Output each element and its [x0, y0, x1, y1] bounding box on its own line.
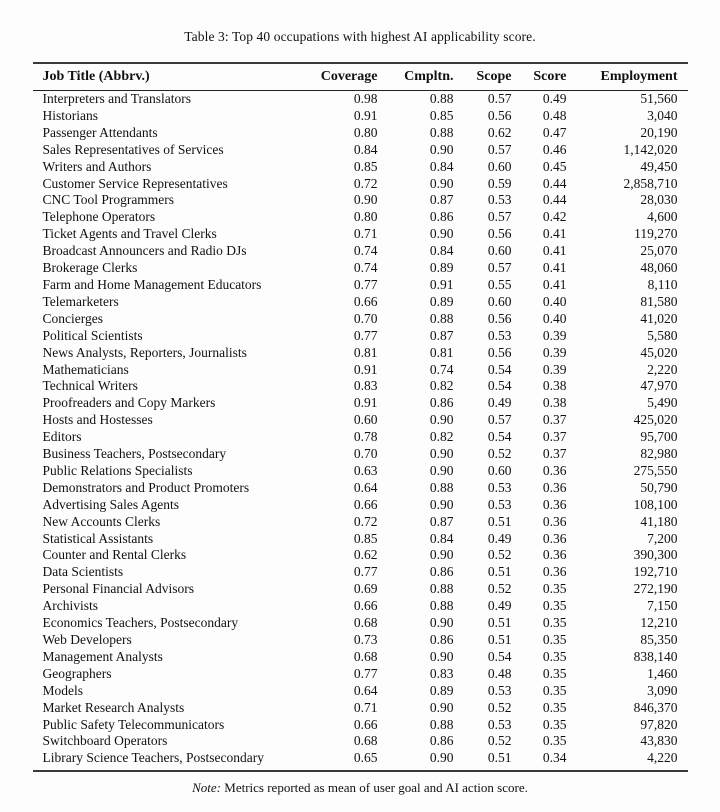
scope-cell: 0.53 [487, 716, 512, 732]
cmpltn-cell: 0.88 [429, 716, 454, 732]
table-row [33, 497, 688, 514]
scope-cell: 0.62 [487, 124, 512, 140]
score-cell: 0.41 [542, 260, 567, 276]
table-row [33, 750, 688, 770]
scope-cell: 0.54 [487, 429, 512, 445]
cmpltn-cell: 0.82 [429, 378, 454, 394]
cmpltn-cell: 0.90 [429, 412, 454, 428]
header-row [33, 63, 688, 91]
coverage-cell: 0.73 [353, 632, 378, 647]
employment-cell: 390,300 [633, 547, 678, 563]
cmpltn-cell: 0.89 [429, 293, 454, 309]
score-cell: 0.42 [542, 209, 567, 225]
scope-cell: 0.51 [487, 564, 512, 580]
table-row [33, 277, 688, 294]
scope-cell: 0.57 [487, 412, 512, 428]
scope-cell: 0.56 [487, 344, 512, 360]
coverage-cell: 0.85 [353, 530, 378, 546]
cmpltn-cell: 0.87 [429, 192, 454, 208]
job-title-cell: Data Scientists [42, 564, 124, 580]
table-bottom-rule [33, 770, 688, 772]
job-title-cell: Sales Representatives of Services [42, 141, 224, 157]
score-cell: 0.41 [542, 226, 567, 242]
job-title-cell: New Accounts Clerks [42, 513, 161, 529]
employment-cell: 45,020 [640, 344, 678, 360]
coverage-cell: 0.80 [353, 209, 378, 225]
scope-cell: 0.52 [487, 581, 512, 597]
score-cell: 0.36 [542, 530, 567, 546]
table-row [33, 615, 688, 632]
table-row [33, 345, 688, 362]
table-row [33, 598, 688, 615]
cmpltn-cell: 0.90 [429, 462, 454, 478]
cmpltn-cell: 0.86 [429, 395, 454, 411]
employment-cell: 119,270 [634, 226, 678, 242]
scope-cell: 0.51 [487, 632, 512, 647]
table-row [33, 564, 688, 581]
job-title-cell: Business Teachers, Postsecondary [42, 446, 227, 462]
table-row [33, 243, 688, 260]
table-caption: Table 3: Top 40 occupations with highest AI applicability score. [184, 29, 536, 44]
employment-cell: 48,060 [640, 260, 678, 276]
cmpltn-cell: 0.82 [429, 429, 454, 445]
score-cell: 0.36 [542, 513, 567, 529]
employment-cell: 7,200 [647, 530, 678, 546]
employment-cell: 108,100 [633, 496, 678, 512]
cmpltn-cell: 0.86 [429, 209, 454, 225]
scope-cell: 0.51 [487, 615, 512, 631]
employment-cell: 51,560 [640, 91, 678, 106]
cmpltn-cell: 0.89 [429, 260, 454, 276]
table-row [33, 480, 688, 497]
table-row [33, 260, 688, 277]
occupations-table [33, 62, 688, 770]
cmpltn-cell: 0.88 [429, 310, 454, 326]
job-title-cell: Library Science Teachers, Postsecondary [42, 750, 264, 766]
table-row [33, 446, 688, 463]
table-row [33, 294, 688, 311]
scope-cell: 0.53 [487, 479, 512, 495]
table-row [33, 666, 688, 683]
job-title-cell: Models [42, 682, 83, 698]
score-cell: 0.35 [542, 648, 567, 664]
cmpltn-cell: 0.85 [429, 107, 454, 123]
score-cell: 0.35 [542, 699, 567, 715]
note-text: Metrics reported as mean of user goal and AI action score. [221, 780, 528, 796]
cmpltn-cell: 0.90 [429, 547, 454, 563]
employment-cell: 28,030 [640, 192, 678, 208]
job-title-cell: Customer Service Representatives [42, 175, 228, 191]
table-row [33, 192, 688, 209]
table-row [33, 125, 688, 142]
table-row [33, 362, 688, 379]
employment-cell: 3,040 [647, 107, 678, 123]
employment-cell: 81,580 [640, 293, 678, 309]
score-cell: 0.35 [542, 615, 567, 631]
coverage-cell: 0.74 [353, 260, 378, 276]
employment-cell: 47,970 [640, 378, 678, 394]
employment-cell: 2,858,710 [623, 175, 678, 191]
employment-cell: 4,220 [647, 750, 678, 766]
score-cell: 0.35 [542, 665, 567, 681]
cmpltn-cell: 0.88 [429, 124, 454, 140]
employment-cell: 41,020 [640, 310, 678, 326]
scope-cell: 0.59 [487, 175, 512, 191]
job-title-cell: Economics Teachers, Postsecondary [42, 615, 239, 631]
job-title-cell: Brokerage Clerks [42, 260, 138, 276]
scope-cell: 0.56 [487, 107, 512, 123]
table-row [33, 547, 688, 564]
job-title-cell: Geographers [42, 665, 112, 681]
table-row [33, 733, 688, 750]
employment-cell: 846,370 [633, 699, 678, 715]
scope-cell: 0.53 [487, 496, 512, 512]
table-row [33, 176, 688, 193]
job-title-cell: Management Analysts [42, 648, 163, 664]
table-row [33, 226, 688, 243]
score-cell: 0.36 [542, 547, 567, 563]
coverage-cell: 0.85 [353, 158, 378, 174]
employment-cell: 1,460 [647, 665, 678, 681]
coverage-cell: 0.98 [353, 91, 378, 106]
table-row [33, 429, 688, 446]
job-title-cell: Concierges [42, 310, 103, 326]
cmpltn-cell: 0.88 [429, 91, 454, 106]
coverage-cell: 0.66 [353, 496, 378, 512]
table-row [33, 632, 688, 649]
score-cell: 0.35 [542, 716, 567, 732]
employment-cell: 97,820 [640, 716, 678, 732]
job-title-cell: Counter and Rental Clerks [42, 547, 187, 563]
scope-cell: 0.52 [487, 733, 512, 749]
scope-cell: 0.57 [487, 260, 512, 276]
score-cell: 0.38 [542, 378, 567, 394]
job-title-cell: CNC Tool Programmers [42, 192, 175, 208]
cmpltn-cell: 0.90 [429, 446, 454, 462]
table-body [33, 91, 688, 771]
coverage-cell: 0.91 [353, 107, 378, 123]
coverage-cell: 0.64 [353, 682, 378, 698]
cmpltn-cell: 0.90 [429, 141, 454, 157]
cmpltn-cell: 0.90 [429, 496, 454, 512]
employment-cell: 192,710 [633, 564, 678, 580]
job-title-cell: Editors [42, 429, 82, 445]
table-row [33, 581, 688, 598]
employment-cell: 7,150 [647, 598, 678, 614]
cmpltn-cell: 0.89 [429, 682, 454, 698]
scope-cell: 0.52 [487, 699, 512, 715]
cmpltn-cell: 0.81 [429, 344, 454, 360]
scope-cell: 0.54 [487, 378, 512, 394]
employment-cell: 2,220 [647, 361, 678, 377]
coverage-cell: 0.72 [353, 513, 378, 529]
scope-cell: 0.55 [487, 276, 512, 292]
table-row [33, 311, 688, 328]
scope-cell: 0.60 [487, 158, 512, 174]
job-title-cell: Political Scientists [42, 327, 143, 343]
job-title-cell: Hosts and Hostesses [42, 412, 153, 428]
cmpltn-cell: 0.74 [429, 361, 454, 377]
score-cell: 0.36 [542, 479, 567, 495]
coverage-cell: 0.60 [353, 412, 378, 428]
job-title-cell: Historians [42, 107, 98, 123]
scope-cell: 0.60 [487, 293, 512, 309]
job-title-cell: Archivists [42, 598, 98, 614]
score-cell: 0.39 [542, 327, 567, 343]
score-cell: 0.45 [542, 158, 567, 174]
coverage-cell: 0.66 [353, 716, 378, 732]
cmpltn-cell: 0.83 [429, 665, 454, 681]
job-title-cell: Proofreaders and Copy Markers [42, 395, 216, 411]
scope-cell: 0.54 [487, 648, 512, 664]
job-title-cell: Personal Financial Advisors [42, 581, 194, 597]
column-header-coverage: Coverage [303, 63, 378, 91]
table-row [33, 700, 688, 717]
column-header-score: Score [512, 63, 567, 91]
cmpltn-cell: 0.88 [429, 581, 454, 597]
coverage-cell: 0.77 [353, 276, 378, 292]
coverage-cell: 0.91 [353, 395, 378, 411]
score-cell: 0.36 [542, 462, 567, 478]
coverage-cell: 0.77 [353, 327, 378, 343]
score-cell: 0.37 [542, 429, 567, 445]
table-row [33, 683, 688, 700]
cmpltn-cell: 0.90 [429, 175, 454, 191]
coverage-cell: 0.90 [353, 192, 378, 208]
coverage-cell: 0.68 [353, 733, 378, 749]
coverage-cell: 0.71 [353, 226, 378, 242]
coverage-cell: 0.63 [353, 462, 378, 478]
note-label: Note: [192, 780, 222, 796]
coverage-cell: 0.68 [353, 648, 378, 664]
coverage-cell: 0.66 [353, 598, 378, 614]
score-cell: 0.36 [542, 564, 567, 580]
coverage-cell: 0.78 [353, 429, 378, 445]
score-cell: 0.46 [542, 141, 567, 157]
coverage-cell: 0.83 [353, 378, 378, 394]
employment-cell: 49,450 [640, 158, 678, 174]
score-cell: 0.47 [542, 124, 567, 140]
scope-cell: 0.57 [487, 209, 512, 225]
coverage-cell: 0.66 [353, 293, 378, 309]
table-row [33, 514, 688, 531]
job-title-cell: Demonstrators and Product Promoters [42, 479, 250, 495]
job-title-cell: Web Developers [42, 632, 132, 647]
coverage-cell: 0.70 [353, 310, 378, 326]
table-row [33, 91, 688, 108]
table-row [33, 108, 688, 125]
cmpltn-cell: 0.84 [429, 530, 454, 546]
scope-cell: 0.53 [487, 327, 512, 343]
employment-cell: 4,600 [647, 209, 678, 225]
cmpltn-cell: 0.86 [429, 733, 454, 749]
cmpltn-cell: 0.91 [429, 276, 454, 292]
job-title-cell: Broadcast Announcers and Radio DJs [42, 243, 247, 259]
scope-cell: 0.56 [487, 310, 512, 326]
coverage-cell: 0.91 [353, 361, 378, 377]
table-note [0, 780, 720, 796]
employment-cell: 20,190 [640, 124, 678, 140]
coverage-cell: 0.77 [353, 665, 378, 681]
table-row [33, 395, 688, 412]
score-cell: 0.37 [542, 412, 567, 428]
coverage-cell: 0.71 [353, 699, 378, 715]
column-header-employment: Employment [567, 63, 688, 91]
scope-cell: 0.53 [487, 682, 512, 698]
score-cell: 0.40 [542, 310, 567, 326]
cmpltn-cell: 0.84 [429, 158, 454, 174]
employment-cell: 838,140 [633, 648, 678, 664]
employment-cell: 1,142,020 [623, 141, 678, 157]
score-cell: 0.34 [542, 750, 567, 766]
job-title-cell: Writers and Authors [42, 158, 152, 174]
job-title-cell: Advertising Sales Agents [42, 496, 179, 512]
score-cell: 0.35 [542, 581, 567, 597]
employment-cell: 25,070 [640, 243, 678, 259]
scope-cell: 0.51 [487, 750, 512, 766]
job-title-cell: Mathematicians [42, 361, 129, 377]
scope-cell: 0.56 [487, 226, 512, 242]
job-title-cell: Farm and Home Management Educators [42, 276, 262, 292]
employment-cell: 41,180 [640, 513, 678, 529]
coverage-cell: 0.84 [353, 141, 378, 157]
score-cell: 0.40 [542, 293, 567, 309]
scope-cell: 0.48 [487, 665, 512, 681]
score-cell: 0.35 [542, 733, 567, 749]
scope-cell: 0.54 [487, 361, 512, 377]
employment-cell: 5,580 [647, 327, 678, 343]
coverage-cell: 0.68 [353, 615, 378, 631]
column-header-cmpltn: Cmpltn. [378, 63, 454, 91]
scope-cell: 0.49 [487, 598, 512, 614]
cmpltn-cell: 0.87 [429, 513, 454, 529]
employment-cell: 3,090 [647, 682, 678, 698]
cmpltn-cell: 0.90 [429, 648, 454, 664]
score-cell: 0.49 [542, 91, 567, 106]
employment-cell: 43,830 [640, 733, 678, 749]
score-cell: 0.38 [542, 395, 567, 411]
score-cell: 0.39 [542, 344, 567, 360]
job-title-cell: Switchboard Operators [42, 733, 168, 749]
cmpltn-cell: 0.86 [429, 632, 454, 647]
scope-cell: 0.52 [487, 547, 512, 563]
employment-cell: 272,190 [633, 581, 678, 597]
coverage-cell: 0.72 [353, 175, 378, 191]
employment-cell: 8,110 [647, 276, 678, 292]
cmpltn-cell: 0.84 [429, 243, 454, 259]
cmpltn-cell: 0.90 [429, 750, 454, 766]
score-cell: 0.36 [542, 496, 567, 512]
scope-cell: 0.51 [487, 513, 512, 529]
cmpltn-cell: 0.90 [429, 226, 454, 242]
scope-cell: 0.60 [487, 462, 512, 478]
job-title-cell: News Analysts, Reporters, Journalists [42, 344, 247, 360]
job-title-cell: Statistical Assistants [42, 530, 154, 546]
cmpltn-cell: 0.88 [429, 598, 454, 614]
table-row [33, 328, 688, 345]
cmpltn-cell: 0.88 [429, 479, 454, 495]
table-row [33, 649, 688, 666]
score-cell: 0.35 [542, 682, 567, 698]
scope-cell: 0.49 [487, 395, 512, 411]
cmpltn-cell: 0.87 [429, 327, 454, 343]
coverage-cell: 0.77 [353, 564, 378, 580]
job-title-cell: Technical Writers [42, 378, 138, 394]
cmpltn-cell: 0.90 [429, 615, 454, 631]
score-cell: 0.44 [542, 175, 567, 191]
coverage-cell: 0.80 [353, 124, 378, 140]
job-title-cell: Market Research Analysts [42, 699, 185, 715]
job-title-cell: Passenger Attendants [42, 124, 158, 140]
score-cell: 0.39 [542, 361, 567, 377]
coverage-cell: 0.74 [353, 243, 378, 259]
employment-cell: 95,700 [640, 429, 678, 445]
column-header-job-title: Job Title (Abbrv.) [33, 63, 303, 91]
coverage-cell: 0.69 [353, 581, 378, 597]
table-row [33, 717, 688, 734]
score-cell: 0.37 [542, 446, 567, 462]
employment-cell: 12,210 [640, 615, 678, 631]
employment-cell: 85,350 [640, 632, 678, 647]
scope-cell: 0.57 [487, 91, 512, 106]
job-title-cell: Telemarketers [42, 293, 119, 309]
coverage-cell: 0.62 [353, 547, 378, 563]
table-row [33, 142, 688, 159]
employment-cell: 5,490 [647, 395, 678, 411]
employment-cell: 425,020 [633, 412, 678, 428]
table-row [33, 209, 688, 226]
employment-cell: 50,790 [640, 479, 678, 495]
score-cell: 0.41 [542, 276, 567, 292]
score-cell: 0.41 [542, 243, 567, 259]
job-title-cell: Interpreters and Translators [42, 91, 191, 106]
table-header [33, 63, 688, 91]
scope-cell: 0.57 [487, 141, 512, 157]
score-cell: 0.35 [542, 632, 567, 647]
employment-cell: 82,980 [640, 446, 678, 462]
scope-cell: 0.53 [487, 192, 512, 208]
job-title-cell: Ticket Agents and Travel Clerks [42, 226, 217, 242]
score-cell: 0.35 [542, 598, 567, 614]
scope-cell: 0.52 [487, 446, 512, 462]
score-cell: 0.48 [542, 107, 567, 123]
employment-cell: 275,550 [633, 462, 678, 478]
table-row [33, 412, 688, 429]
column-header-scope: Scope [454, 63, 512, 91]
coverage-cell: 0.81 [353, 344, 378, 360]
coverage-cell: 0.70 [353, 446, 378, 462]
coverage-cell: 0.65 [353, 750, 378, 766]
table-row [33, 159, 688, 176]
job-title-cell: Public Safety Telecommunicators [42, 716, 225, 732]
table-row [33, 463, 688, 480]
score-cell: 0.44 [542, 192, 567, 208]
table-row [33, 378, 688, 395]
cmpltn-cell: 0.90 [429, 699, 454, 715]
job-title-cell: Public Relations Specialists [42, 462, 193, 478]
cmpltn-cell: 0.86 [429, 564, 454, 580]
scope-cell: 0.60 [487, 243, 512, 259]
job-title-cell: Telephone Operators [42, 209, 156, 225]
table-row [33, 531, 688, 548]
scope-cell: 0.49 [487, 530, 512, 546]
coverage-cell: 0.64 [353, 479, 378, 495]
